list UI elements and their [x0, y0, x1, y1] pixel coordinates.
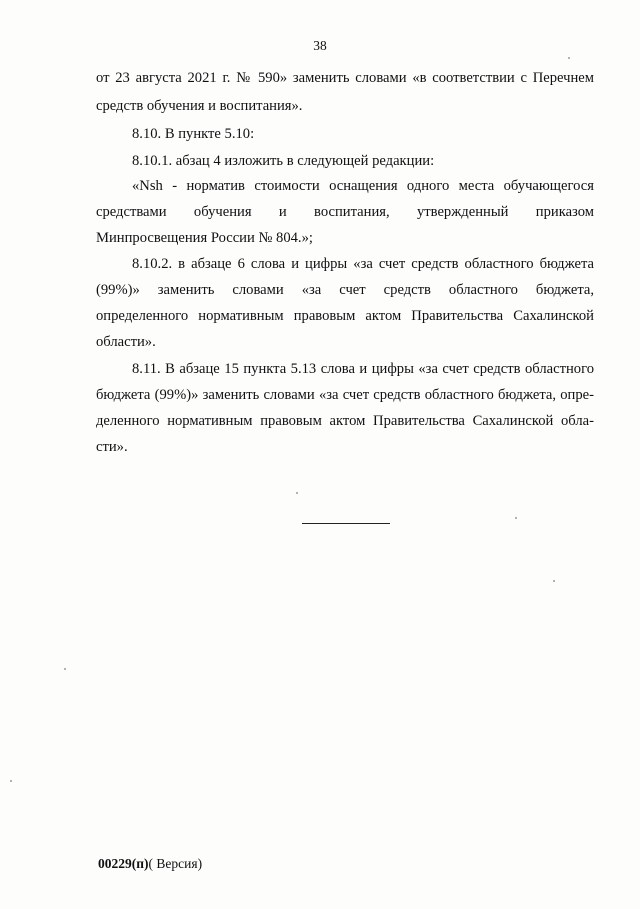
- clause-8-10-heading: 8.10. В пункте 5.10:: [132, 126, 255, 142]
- scan-speck: [553, 580, 555, 582]
- text-line-1: от 23 августа 2021 г. № 590» заменить словами «в соответствии с Перечнем: [96, 70, 594, 86]
- document-footer: [98, 856, 202, 872]
- text-line-9: (99%)» заменить словами «за счет средств областного бюджета,: [96, 282, 594, 298]
- text-line-7: Минпросвещения России № 804.»;: [96, 230, 313, 246]
- scan-speck: [515, 517, 517, 519]
- page-number: 38: [313, 38, 327, 53]
- scan-speck: [296, 492, 298, 494]
- text-line-2: средств обучения и воспитания».: [96, 98, 303, 114]
- footer-version: ( Версия): [148, 856, 203, 871]
- clause-8-11-line: 8.11. В абзаце 15 пункта 5.13 слова и цифры «за счет средств областного: [132, 361, 594, 377]
- footer-code: 00229(п): [98, 856, 149, 871]
- scan-speck: [64, 668, 66, 670]
- text-line-15: сти».: [96, 439, 128, 455]
- text-line-6: средствами обучения и воспитания, утвержденный приказом: [96, 204, 594, 220]
- clause-8-10-2-line: 8.10.2. в абзаце 6 слова и цифры «за счет средств областного бюджета: [132, 256, 594, 272]
- text-line-10: определенного нормативным правовым актом Правительства Сахалинской: [96, 308, 594, 324]
- clause-8-10-1-heading: 8.10.1. абзац 4 изложить в следующей редакции:: [132, 153, 435, 169]
- text-line-14: деленного нормативным правовым актом Правительства Сахалинской обла-: [96, 413, 594, 429]
- text-line-11: области».: [96, 334, 156, 350]
- scan-speck: [568, 57, 570, 59]
- text-line-13: бюджета (99%)» заменить словами «за счет средств областного бюджета, опре-: [96, 387, 594, 403]
- scan-speck: [10, 780, 12, 782]
- end-separator-line: [302, 523, 390, 524]
- text-line-5: «Nsh - норматив стоимости оснащения одного места обучающегося: [132, 178, 594, 194]
